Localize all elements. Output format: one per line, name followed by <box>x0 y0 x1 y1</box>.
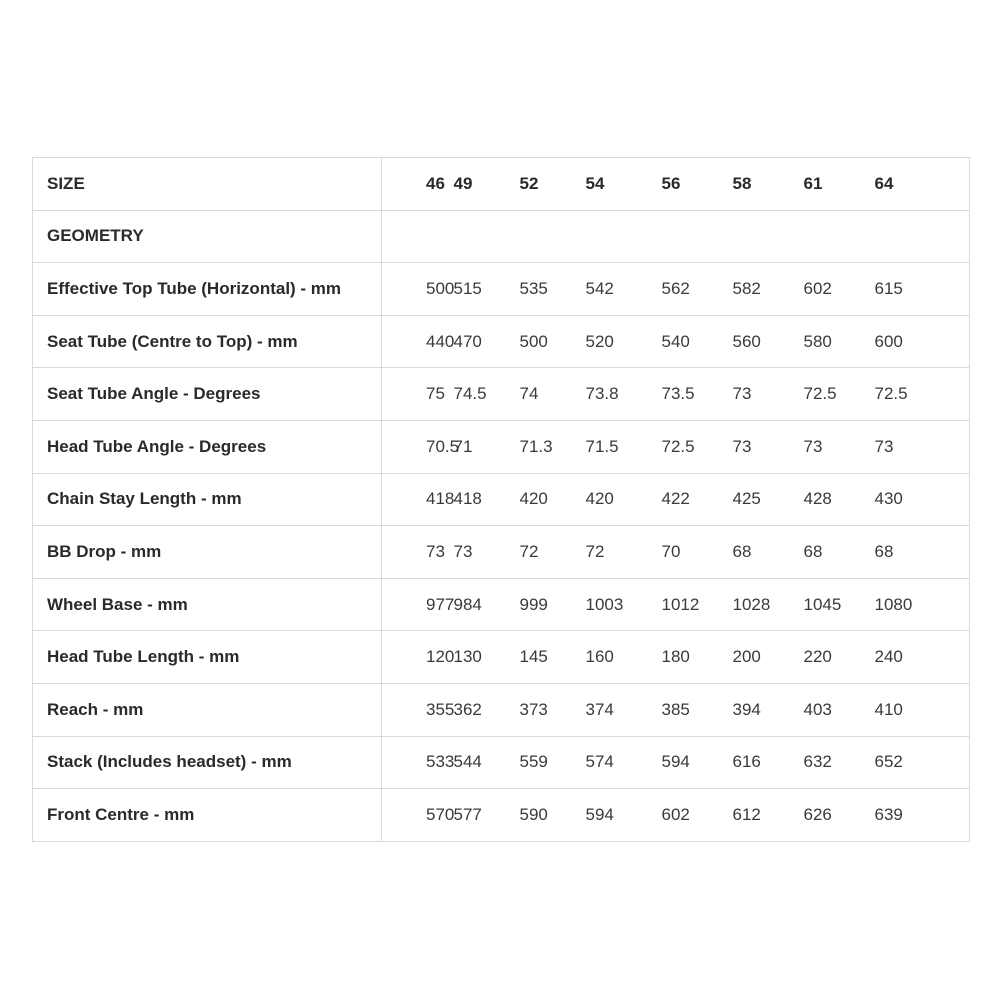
cell-value: 374 <box>576 683 647 736</box>
cell-value: 394 <box>718 683 789 736</box>
cell-value: 72 <box>510 526 576 579</box>
table-row <box>33 631 970 684</box>
table-row <box>33 683 970 736</box>
table-row <box>33 736 970 789</box>
size-header-row <box>33 158 970 211</box>
cell-value: 74.5 <box>444 368 510 421</box>
row-label: Wheel Base - mm <box>33 578 382 631</box>
cell-value: 355 <box>382 683 444 736</box>
cell-value: 559 <box>510 736 576 789</box>
cell-value: 544 <box>444 736 510 789</box>
cell-value: 68 <box>718 526 789 579</box>
cell-value: 120 <box>382 631 444 684</box>
size-49: 49 <box>444 158 510 211</box>
cell-value: 999 <box>510 578 576 631</box>
cell-value: 180 <box>647 631 718 684</box>
cell-value: 1028 <box>718 578 789 631</box>
cell-value: 418 <box>444 473 510 526</box>
cell-value: 68 <box>789 526 860 579</box>
cell-value: 73 <box>789 420 860 473</box>
cell-value: 72.5 <box>860 368 970 421</box>
cell-value: 535 <box>510 263 576 316</box>
cell-value: 470 <box>444 315 510 368</box>
cell-value: 615 <box>860 263 970 316</box>
cell-value: 72.5 <box>789 368 860 421</box>
cell-value: 73 <box>382 526 444 579</box>
cell-value: 1012 <box>647 578 718 631</box>
cell-value: 560 <box>718 315 789 368</box>
section-row <box>33 210 970 263</box>
cell-value: 425 <box>718 473 789 526</box>
table-row <box>33 263 970 316</box>
size-56: 56 <box>647 158 718 211</box>
cell-value: 430 <box>860 473 970 526</box>
section-label: GEOMETRY <box>33 210 382 263</box>
cell-value: 72 <box>576 526 647 579</box>
cell-value: 1045 <box>789 578 860 631</box>
cell-value: 582 <box>718 263 789 316</box>
cell-value: 220 <box>789 631 860 684</box>
cell-value: 71 <box>444 420 510 473</box>
cell-value: 240 <box>860 631 970 684</box>
table-row <box>33 315 970 368</box>
cell-value: 75 <box>382 368 444 421</box>
cell-value: 200 <box>718 631 789 684</box>
cell-value: 73 <box>860 420 970 473</box>
cell-value: 574 <box>576 736 647 789</box>
cell-value: 500 <box>510 315 576 368</box>
cell-value: 420 <box>576 473 647 526</box>
cell-value: 73.8 <box>576 368 647 421</box>
cell-value: 68 <box>860 526 970 579</box>
cell-value: 130 <box>444 631 510 684</box>
cell-value: 418 <box>382 473 444 526</box>
cell-value: 577 <box>444 789 510 842</box>
cell-value: 420 <box>510 473 576 526</box>
cell-value: 403 <box>789 683 860 736</box>
size-64: 64 <box>860 158 970 211</box>
row-label: Stack (Includes headset) - mm <box>33 736 382 789</box>
cell-value: 373 <box>510 683 576 736</box>
cell-value: 73 <box>444 526 510 579</box>
cell-value: 72.5 <box>647 420 718 473</box>
row-label: Reach - mm <box>33 683 382 736</box>
size-58: 58 <box>718 158 789 211</box>
cell-value: 515 <box>444 263 510 316</box>
cell-value: 71.5 <box>576 420 647 473</box>
size-61: 61 <box>789 158 860 211</box>
cell-value: 1003 <box>576 578 647 631</box>
cell-value: 612 <box>718 789 789 842</box>
cell-value: 422 <box>647 473 718 526</box>
cell-value: 594 <box>576 789 647 842</box>
cell-value: 590 <box>510 789 576 842</box>
cell-value: 74 <box>510 368 576 421</box>
cell-value: 362 <box>444 683 510 736</box>
row-label: Head Tube Angle - Degrees <box>33 420 382 473</box>
cell-value: 440 <box>382 315 444 368</box>
row-label: BB Drop - mm <box>33 526 382 579</box>
size-46: 46 <box>382 158 444 211</box>
cell-value: 73 <box>718 368 789 421</box>
table-row <box>33 420 970 473</box>
cell-value: 580 <box>789 315 860 368</box>
row-label: Front Centre - mm <box>33 789 382 842</box>
row-label: Seat Tube Angle - Degrees <box>33 368 382 421</box>
cell-value: 73 <box>718 420 789 473</box>
cell-value: 977 <box>382 578 444 631</box>
row-label: Chain Stay Length - mm <box>33 473 382 526</box>
cell-value: 385 <box>647 683 718 736</box>
cell-value: 145 <box>510 631 576 684</box>
cell-value: 639 <box>860 789 970 842</box>
row-label: Head Tube Length - mm <box>33 631 382 684</box>
cell-value: 594 <box>647 736 718 789</box>
table-row <box>33 789 970 842</box>
size-label: SIZE <box>33 158 382 211</box>
cell-value: 533 <box>382 736 444 789</box>
cell-value: 602 <box>647 789 718 842</box>
size-52: 52 <box>510 158 576 211</box>
table-row <box>33 526 970 579</box>
cell-value: 70 <box>647 526 718 579</box>
table-row <box>33 578 970 631</box>
cell-value: 70.5 <box>382 420 444 473</box>
table-row <box>33 473 970 526</box>
section-blank <box>382 210 970 263</box>
row-label: Seat Tube (Centre to Top) - mm <box>33 315 382 368</box>
cell-value: 984 <box>444 578 510 631</box>
cell-value: 1080 <box>860 578 970 631</box>
table-row <box>33 368 970 421</box>
cell-value: 632 <box>789 736 860 789</box>
cell-value: 652 <box>860 736 970 789</box>
cell-value: 160 <box>576 631 647 684</box>
cell-value: 500 <box>382 263 444 316</box>
geometry-table <box>32 157 970 842</box>
cell-value: 562 <box>647 263 718 316</box>
cell-value: 540 <box>647 315 718 368</box>
cell-value: 71.3 <box>510 420 576 473</box>
cell-value: 602 <box>789 263 860 316</box>
cell-value: 410 <box>860 683 970 736</box>
cell-value: 520 <box>576 315 647 368</box>
row-label: Effective Top Tube (Horizontal) - mm <box>33 263 382 316</box>
cell-value: 570 <box>382 789 444 842</box>
cell-value: 616 <box>718 736 789 789</box>
cell-value: 542 <box>576 263 647 316</box>
cell-value: 73.5 <box>647 368 718 421</box>
cell-value: 626 <box>789 789 860 842</box>
cell-value: 428 <box>789 473 860 526</box>
size-54: 54 <box>576 158 647 211</box>
cell-value: 600 <box>860 315 970 368</box>
